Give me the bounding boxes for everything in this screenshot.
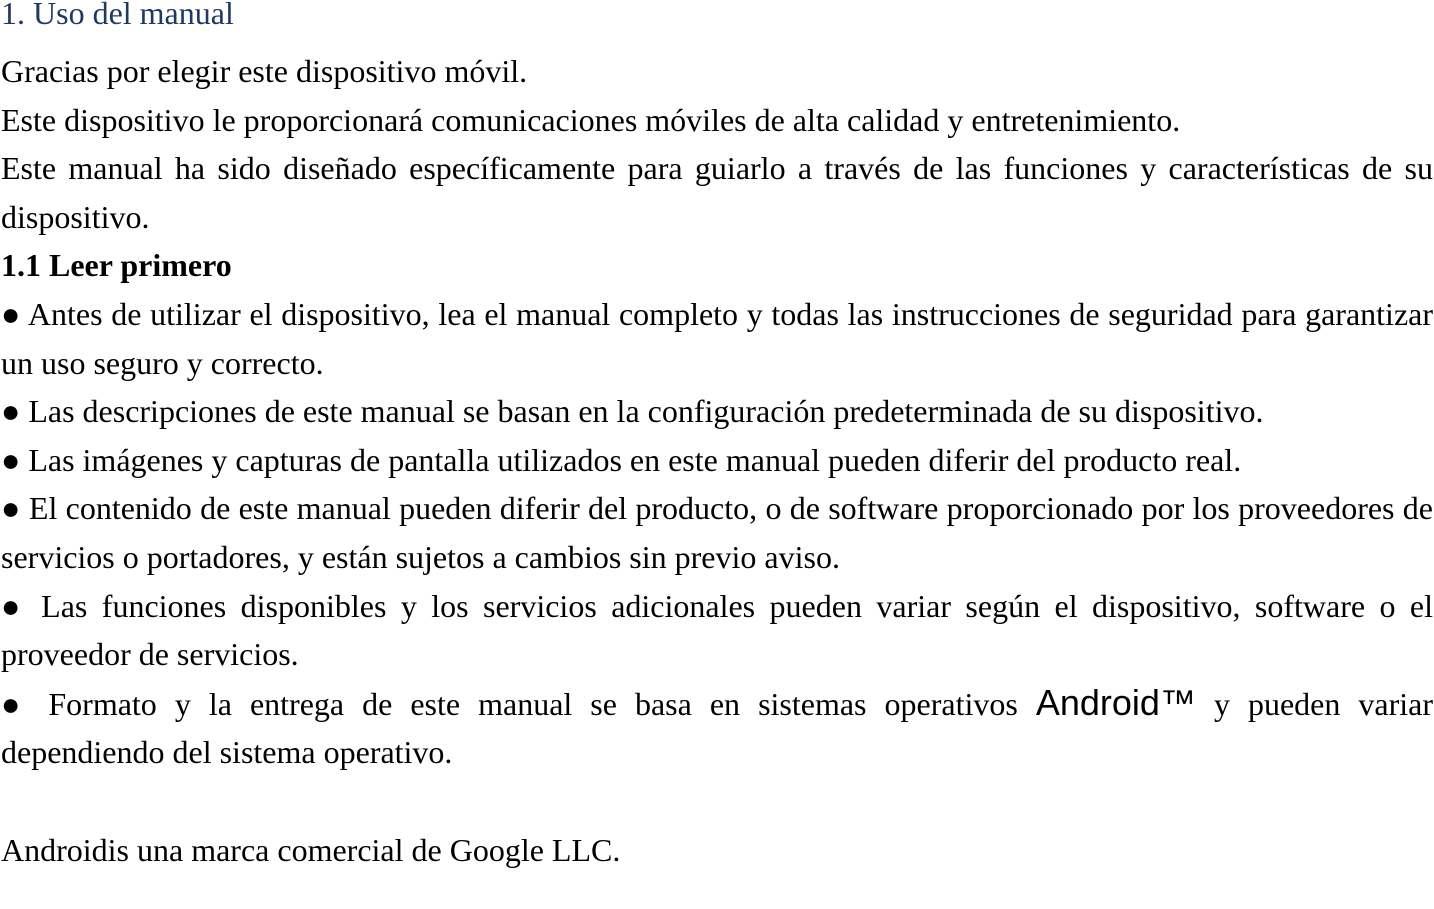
intro-paragraph-1: Gracias por elegir este dispositivo móvil.: [1, 53, 528, 89]
bullet-item: ● Antes de utilizar el dispositivo, lea el manual completo y todas las instrucciones de seguridad para garantizar un uso seguro y correcto.: [1, 295, 1433, 381]
section-title: 1. Uso del manual: [1, 0, 234, 31]
android-brand: Android™: [1035, 681, 1196, 723]
format-text-after: y pueden variar dependiendo del sistema operativo.: [1, 685, 1434, 771]
intro-paragraph-2: Este dispositivo le proporcionará comunicaciones móviles de alta calidad y entretenimiento.: [1, 101, 1181, 138]
spacer: [1, 777, 1433, 826]
bullet-item: ● Las descripciones de este manual se basan en la configuración predeterminada de su dispositivo.: [1, 393, 1264, 430]
intro-paragraph-3: Este manual ha sido diseñado específicamente para guiarlo a través de las funciones y características de su dispositivo.: [1, 150, 1433, 235]
trademark-note: Androidis una marca comercial de Google LLC.: [1, 831, 621, 868]
bullet-item: ● Las imágenes y capturas de pantalla utilizados en este manual pueden diferir del producto real.: [1, 441, 1242, 478]
bullet-item: ● El contenido de este manual pueden diferir del producto, o de software proporcionado por los proveedores de servicios o portadores, y están sujetos a cambios sin previo aviso.: [1, 490, 1433, 575]
format-text-before: ● Formato y la entrega de este manual se basa en sistemas operativos: [1, 685, 1036, 722]
bullet-item-format: [1, 679, 1433, 777]
bullet-item: ● Las funciones disponibles y los servicios adicionales pueden variar según el dispositivo, software o el proveedor de servicios.: [1, 587, 1433, 673]
manual-page: [1, 0, 1433, 874]
subsection-title: 1.1 Leer primero: [1, 247, 232, 284]
